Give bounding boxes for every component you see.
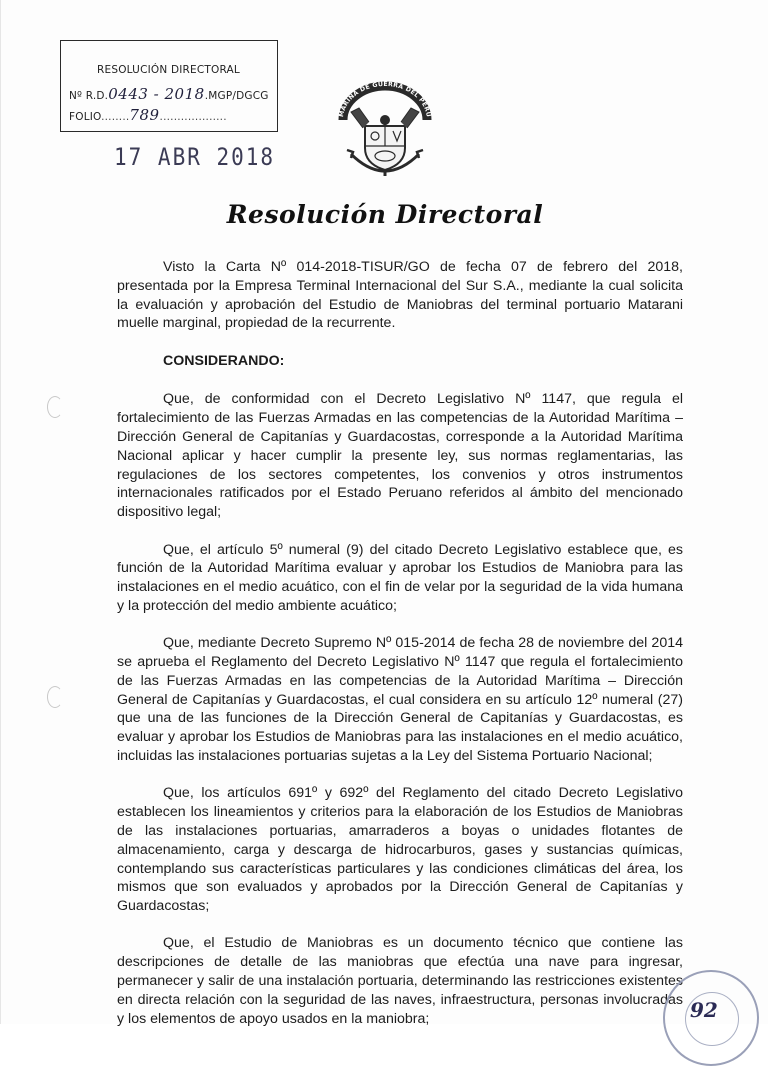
stamp-rd-suffix: .MGP/DGCG	[204, 90, 269, 102]
considerando-paragraph: Que, mediante Decreto Supremo Nº 015-2014 de fecha 28 de noviembre del 2014 se aprueba el Reglamento del Decreto Legislativo Nº 1147 que regula el fortalecimiento de las Fuerzas Armadas en las competencias de la Autoridad Marítima – Dirección General de Capitanías y Guardacostas, el cual considera en su artículo 12º numeral (27) que una de las funciones de la Dirección General de Capitanías y Guardacostas, es evaluar y aprobar los Estudios de Maniobras para las instalaciones en el medio acuático, incluidas las instalaciones portuarias sujetas a la Ley del Sistema Portuario Nacional;	[117, 635, 683, 765]
folio-leader-dots: ........	[101, 111, 130, 123]
considerando-paragraph: Que, el artículo 5º numeral (9) del citado Decreto Legislativo establece que, es función de la Autoridad Marítima evaluar y aprobar los Estudios de Maniobra para las instalaciones en el medio acuático, con el fin de velar por la seguridad de la vida humana y la protección del medio ambiente acuático;	[117, 541, 683, 614]
date-stamp: 17 ABR 2018	[114, 143, 276, 171]
document-body	[117, 258, 683, 1047]
document-title: Resolución Directoral	[226, 200, 544, 229]
stamp-folio-line	[69, 106, 227, 124]
stamp-rd-prefix: Nº R.D.	[69, 90, 109, 102]
considerando-paragraph: Que, de conformidad con el Decreto Legislativo Nº 1147, que regula el fortalecimiento de las Fuerzas Armadas en las competencias de la Autoridad Marítima – Dirección General de Capitanías y Guardacostas, corresponde a la Autoridad Marítima Nacional aplicar y hacer cumplir la presente ley, sus normas reglamentarias, las regulaciones de los sectores competentes, los convenios y otros instrumentos internacionales ratificados por el Estado Peruano referidos al ámbito del mencionado dispositivo legal;	[117, 391, 683, 521]
folio-seal-number: 92	[690, 998, 718, 1022]
stamp-rd-number: 0443 - 2018	[108, 85, 205, 103]
navy-crest-icon	[329, 76, 441, 188]
considerando-paragraph: Que, el Estudio de Maniobras es un documento técnico que contiene las descripciones de detalle de las maniobras que efectúa una nave para ingresar, permanecer y salir de una instalación portuaria, determinando las restricciones existentes en directa relación con la seguridad de las naves, infraestructura, personas involucradas y los elementos de apoyo usados en la maniobra;	[117, 935, 683, 1027]
crest-motto: MARINA DE GUERRA DEL PERÚ	[338, 80, 432, 118]
folio-trailer-dots: ...................	[159, 111, 227, 123]
registration-stamp	[60, 40, 278, 132]
stamp-rd-line	[69, 85, 269, 103]
punch-hole-mark	[47, 686, 63, 708]
stamp-title: RESOLUCIÓN DIRECTORAL	[97, 64, 240, 76]
punch-hole-mark	[47, 396, 63, 418]
visto-paragraph: Visto la Carta Nº 014-2018-TISUR/GO de fecha 07 de febrero del 2018, presentada por la Empresa Terminal Internacional del Sur S.A., mediante la cual solicita la evaluación y aprobación del Estudio de Maniobras del terminal portuario Matarani muelle marginal, propiedad de la recurrente.	[117, 259, 683, 332]
stamp-folio-number: 789	[129, 106, 160, 124]
considerando-paragraph: Que, los artículos 691º y 692º del Reglamento del citado Decreto Legislativo establecen los lineamientos y criterios para la elaboración de los Estudios de Maniobras de las instalaciones portuarias, amarraderos a boyas o unidades flotantes de almacenamiento, carga y descarga de hidrocarburos, gases y sustancias químicas, contemplando sus características particulares y las condiciones climáticas del área, los mismos que son evaluados y aprobados por la Dirección General de Capitanías y Guardacostas;	[117, 785, 683, 915]
stamp-folio-label: FOLIO	[69, 111, 102, 123]
considerando-heading: CONSIDERANDO:	[163, 352, 285, 369]
folio-seal	[663, 970, 759, 1066]
